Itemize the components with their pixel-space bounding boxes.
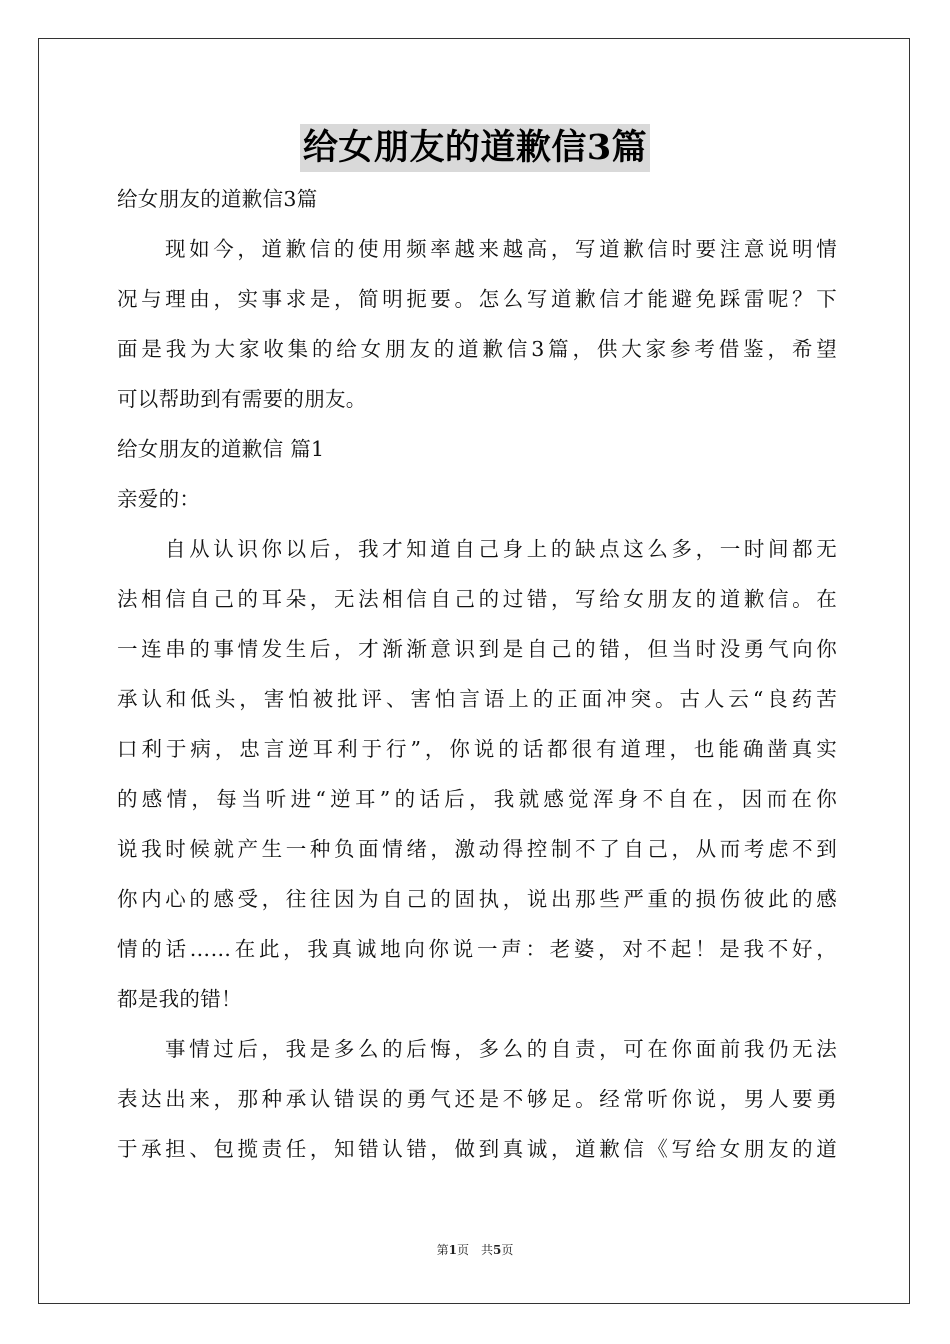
body-line: 说我时候就产生一种负面情绪，激动得控制不了自己，从而考虑不到 [117, 837, 837, 861]
title-area [0, 124, 950, 172]
body-line: 表达出来，那种承认错误的勇气还是不够足。经常听你说，男人要勇 [117, 1087, 837, 1111]
footer-page-suffix: 页 [501, 1243, 514, 1257]
body-line: 法相信自己的耳朵，无法相信自己的过错，写给女朋友的道歉信。在 [117, 587, 837, 611]
footer-page-prefix: 第 [436, 1243, 449, 1257]
body-line: 于承担、包揽责任，知错认错，做到真诚，道歉信《写给女朋友的道 [117, 1137, 837, 1161]
body-line: 都是我的错！ [117, 987, 242, 1011]
body-line: 况与理由，实事求是，简明扼要。怎么写道歉信才能避免踩雷呢？下 [117, 287, 837, 311]
footer-page-current: 1 [448, 1243, 457, 1257]
body-line: 给女朋友的道歉信3篇 [117, 187, 318, 211]
body-line: 现如今，道歉信的使用频率越来越高，写道歉信时要注意说明情 [165, 237, 837, 261]
body-line: 你内心的感受，往往因为自己的固执，说出那些严重的损伤彼此的感 [117, 887, 837, 911]
document-body [117, 174, 837, 1174]
document-title: 给女朋友的道歉信3篇 [300, 124, 650, 172]
body-line: 承认和低头，害怕被批评、害怕言语上的正面冲突。古人云“良药苦 [117, 687, 837, 711]
body-line: 给女朋友的道歉信 篇1 [117, 437, 325, 461]
body-line: 面是我为大家收集的给女朋友的道歉信3篇，供大家参考借鉴，希望 [117, 337, 837, 361]
body-line: 自从认识你以后，我才知道自己身上的缺点这么多，一时间都无 [165, 537, 837, 561]
body-line: 口利于病，忠言逆耳利于行”，你说的话都很有道理，也能确凿真实 [117, 737, 837, 761]
body-line: 事情过后，我是多么的后悔，多么的自责，可在你面前我仍无法 [165, 1037, 837, 1061]
page-footer [0, 1241, 950, 1258]
body-line: 的感情，每当听进“逆耳”的话后，我就感觉浑身不自在，因而在你 [117, 787, 837, 811]
body-line: 情的话……在此，我真诚地向你说一声：老婆，对不起！是我不好， [117, 937, 837, 961]
body-line: 可以帮助到有需要的朋友。 [117, 387, 367, 411]
footer-page-total: 5 [493, 1243, 502, 1257]
footer-page-mid: 页 共 [456, 1243, 493, 1257]
body-line: 亲爱的： [117, 487, 201, 511]
body-line: 一连串的事情发生后，才渐渐意识到是自己的错，但当时没勇气向你 [117, 637, 837, 661]
